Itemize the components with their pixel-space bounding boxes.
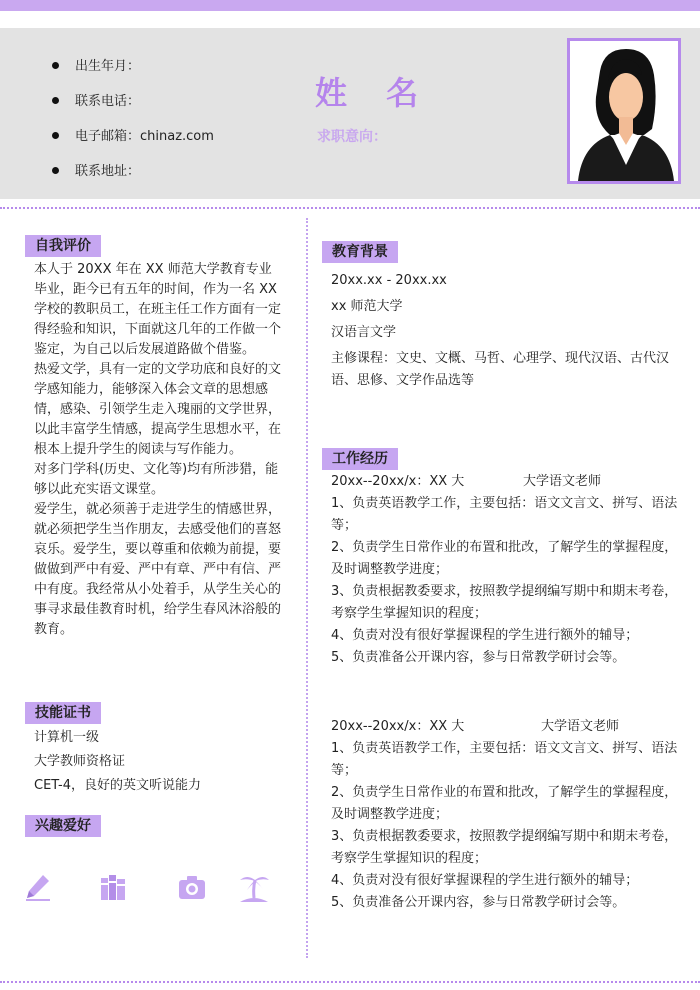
- work-duty: 5、负责准备公开课内容，参与日常教学研讨会等。: [331, 895, 626, 910]
- work-entry: [331, 471, 679, 669]
- work-duty: 1、负责英语教学工作，主要包括：语文文言文、拼写、语法等；: [331, 741, 678, 778]
- self-evaluation-text: [34, 260, 284, 640]
- avatar-icon: [570, 41, 678, 181]
- profile-photo: [567, 38, 681, 184]
- education-courses: 主修课程：文史、文概、马哲、心理学、现代汉语、古代汉语、思修、文学作品选等: [331, 351, 670, 388]
- info-birth: 出生年月：: [52, 55, 312, 75]
- education-period: 20xx.xx - 20xx.xx: [331, 273, 447, 288]
- education-school: xx 师范大学: [331, 299, 403, 314]
- section-title-work: 工作经历: [322, 448, 398, 470]
- self-eval-paragraph: 热爱文学，具有一定的文学功底和良好的文学感知能力，能够深入体会文章的思想感情，感染、引领学生走入瑰丽的文学世界，以此丰富学生情感，提高学生思想水平，在根本上提升学生的阅读与写作能力。: [34, 362, 282, 457]
- section-title-skills: 技能证书: [25, 702, 101, 724]
- footer-divider: [0, 981, 700, 983]
- info-address: 联系地址：: [52, 160, 312, 180]
- list-item: CET-4，良好的英文听说能力: [34, 778, 202, 793]
- self-eval-paragraph: 本人于 20XX 年在 XX 师范大学教育专业毕业，距今已有五年的时间，作为一名 XX 学校的教职员工，在班主任工作方面有一定得经验和知识，下面就这几年的工作做一个鉴定，为自己以后发展道路做个借鉴。: [34, 262, 282, 357]
- work-entry-header: [331, 716, 679, 738]
- work-duty: 4、负责对没有很好掌握课程的学生进行额外的辅导；: [331, 628, 639, 643]
- pencil-icon: [24, 872, 52, 902]
- resume-header: [0, 28, 700, 199]
- info-email: 电子邮箱：chinaz.com: [52, 125, 312, 145]
- list-item: 计算机一级: [34, 730, 100, 745]
- work-position: 大学语文老师: [541, 719, 620, 734]
- top-accent-bar: [0, 0, 700, 11]
- info-phone: 联系电话：: [52, 90, 312, 110]
- work-duty: 4、负责对没有很好掌握课程的学生进行额外的辅导；: [331, 873, 639, 888]
- bullet-icon: [52, 167, 59, 174]
- header-divider: [0, 207, 700, 209]
- work-period: 20xx--20xx/x：XX 大: [331, 474, 465, 489]
- work-duty: 2、负责学生日常作业的布置和批改，了解学生的掌握程度，及时调整教学进度；: [331, 540, 678, 577]
- education-major: 汉语言文学: [331, 325, 397, 340]
- hobby-icons: [24, 872, 274, 908]
- work-period: 20xx--20xx/x：XX 大: [331, 719, 465, 734]
- job-objective: 求职意向：: [317, 129, 387, 145]
- section-title-self-evaluation: 自我评价: [25, 235, 101, 257]
- self-eval-paragraph: 爱学生，就必须善于走进学生的情感世界，就必须把学生当作朋友，去感受他们的喜怒哀乐。爱学生，要以尊重和依赖为前提，要做做到严中有爱、严中有章、严中有信、严中有度。我经常从小处着手，从学生关心的事寻求最佳教育时机，给学生春风沐浴般的教育。: [34, 502, 282, 637]
- self-eval-paragraph: 对多门学科(历史、文化等)均有所涉猎，能够以此充实语文课堂。: [34, 462, 279, 497]
- work-position: 大学语文老师: [523, 474, 602, 489]
- work-duty: 3、负责根据教委要求，按照教学提纲编写期中和期末考卷，考察学生掌握知识的程度；: [331, 829, 678, 866]
- section-title-education: 教育背景: [322, 241, 398, 263]
- island-icon: [237, 872, 271, 904]
- camera-icon: [177, 872, 207, 902]
- section-title-hobbies: 兴趣爱好: [25, 815, 101, 837]
- bullet-icon: [52, 97, 59, 104]
- bullet-icon: [52, 132, 59, 139]
- bullet-icon: [52, 62, 59, 69]
- skills-list: [34, 726, 284, 798]
- column-divider: [306, 218, 308, 958]
- work-duty: 1、负责英语教学工作，主要包括：语文文言文、拼写、语法等；: [331, 496, 678, 533]
- list-item: 大学教师资格证: [34, 754, 126, 769]
- work-duty: 2、负责学生日常作业的布置和批改，了解学生的掌握程度，及时调整教学进度；: [331, 785, 678, 822]
- work-entry-header: [331, 471, 679, 493]
- candidate-name: 姓 名: [315, 74, 433, 112]
- education-details: [331, 268, 676, 392]
- work-duty: 3、负责根据教委要求，按照教学提纲编写期中和期末考卷，考察学生掌握知识的程度；: [331, 584, 678, 621]
- work-entry: [331, 716, 679, 914]
- books-icon: [98, 872, 128, 902]
- work-duty: 5、负责准备公开课内容，参与日常教学研讨会等。: [331, 650, 626, 665]
